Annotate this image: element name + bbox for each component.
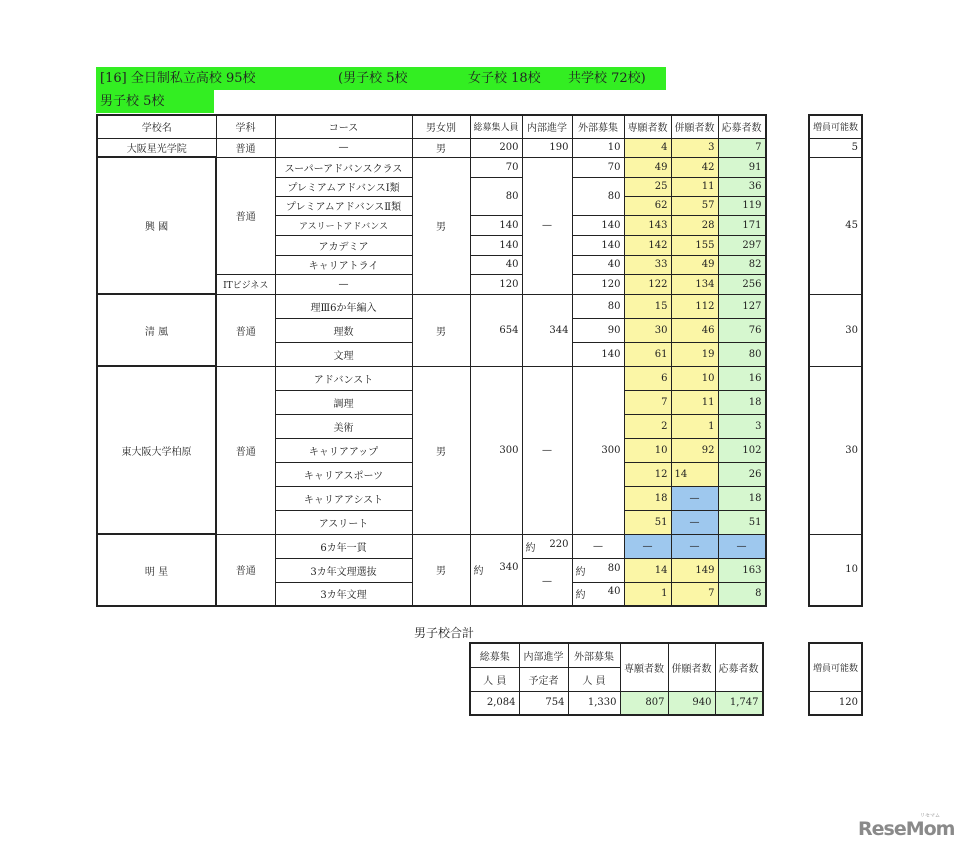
table-row [97, 294, 766, 318]
course-cell: 文理 [275, 342, 412, 366]
course-cell: キャリアアップ [275, 438, 412, 462]
external-cell: 120 [572, 274, 624, 294]
totals-external: 1,330 [568, 691, 620, 715]
applicants-cell: 127 [718, 294, 766, 318]
totals-header-exclusive: 専願者数 [620, 643, 668, 691]
course-cell: — [275, 274, 412, 294]
total-cell: 200 [470, 138, 522, 157]
combined-cell: 155 [671, 235, 718, 255]
approx-label: 約 [473, 566, 484, 578]
banner-girls: 女子校 18校 [468, 71, 541, 86]
gender-cell: 男 [412, 534, 470, 606]
course-cell: — [275, 138, 412, 157]
external-cell: 80 [572, 177, 624, 215]
total-cell: 140 [470, 235, 522, 255]
total-cell: 654 [470, 294, 522, 366]
dept-cell: 普通 [216, 534, 275, 606]
external-cell: 10 [572, 138, 624, 157]
exclusive-cell: 15 [624, 294, 671, 318]
internal-value: 220 [549, 538, 569, 550]
totals-table [469, 642, 764, 716]
course-cell: スーパーアドバンスクラス [275, 157, 412, 177]
increase-table [808, 114, 863, 607]
totals-combined: 940 [668, 691, 715, 715]
resemom-logo: ReseMom [858, 818, 955, 840]
logo-small-text: リセマム [920, 813, 940, 819]
applicants-cell: 18 [718, 486, 766, 510]
increase-cell: 30 [809, 294, 862, 366]
combined-cell: 28 [671, 215, 718, 235]
school-name: 興 國 [97, 157, 216, 294]
internal-cell: 344 [522, 294, 572, 366]
exclusive-cell: 33 [624, 255, 671, 274]
exclusive-cell: 143 [624, 215, 671, 235]
internal-cell: 190 [522, 138, 572, 157]
combined-cell: 11 [671, 390, 718, 414]
applicants-cell: 16 [718, 366, 766, 390]
course-cell: アスリートアドバンス [275, 215, 412, 235]
combined-cell: 10 [671, 366, 718, 390]
course-cell: 理数 [275, 318, 412, 342]
exclusive-cell: 30 [624, 318, 671, 342]
exclusive-cell: 10 [624, 438, 671, 462]
combined-cell: 112 [671, 294, 718, 318]
external-cell: 300 [572, 366, 624, 534]
combined-cell: 7 [671, 582, 718, 606]
increase-cell: 10 [809, 534, 862, 606]
internal-cell: — [522, 157, 572, 294]
totals-internal: 754 [519, 691, 568, 715]
table-row [97, 534, 766, 558]
applicants-cell: 80 [718, 342, 766, 366]
course-cell: 美術 [275, 414, 412, 438]
increase-cell: 30 [809, 366, 862, 534]
external-cell: 140 [572, 342, 624, 366]
external-cell: — [572, 534, 624, 558]
exclusive-cell: 51 [624, 510, 671, 534]
header-internal: 内部進学 [522, 115, 572, 138]
header-school: 学校名 [97, 115, 216, 138]
exclusive-cell: 7 [624, 390, 671, 414]
external-cell: 90 [572, 318, 624, 342]
exclusive-cell: 18 [624, 486, 671, 510]
total-cell: 40 [470, 255, 522, 274]
combined-cell: 149 [671, 558, 718, 582]
external-cell: 140 [572, 215, 624, 235]
header-course: コース [275, 115, 412, 138]
exclusive-cell: 61 [624, 342, 671, 366]
combined-cell: 134 [671, 274, 718, 294]
school-name: 大阪星光学院 [97, 138, 216, 157]
approx-label: 約 [575, 590, 586, 602]
dept-cell: ITビジネス [216, 274, 275, 294]
combined-cell: 19 [671, 342, 718, 366]
exclusive-cell: — [624, 534, 671, 558]
applicants-cell: 7 [718, 138, 766, 157]
totals-applicants: 1,747 [715, 691, 763, 715]
exclusive-cell: 25 [624, 177, 671, 196]
total-cell: 70 [470, 157, 522, 177]
total-cell: 120 [470, 274, 522, 294]
gender-cell: 男 [412, 138, 470, 157]
table-row [97, 138, 766, 157]
header-applicants: 応募者数 [718, 115, 766, 138]
internal-cell: — [522, 366, 572, 534]
school-name: 明 星 [97, 534, 216, 606]
subheading: 男子校 5校 [96, 90, 214, 113]
header-gender: 男女別 [412, 115, 470, 138]
approx-label: 約 [575, 566, 586, 578]
header-dept: 学科 [216, 115, 275, 138]
total-cell: 80 [470, 177, 522, 215]
gender-cell: 男 [412, 366, 470, 534]
course-cell: プレミアムアドバンスⅠ類 [275, 177, 412, 196]
totals-exclusive: 807 [620, 691, 668, 715]
totals-header-internal: 内部進学 [519, 643, 568, 667]
external-cell: 40 [572, 255, 624, 274]
exclusive-cell: 122 [624, 274, 671, 294]
totals-header-external: 外部募集 [568, 643, 620, 667]
internal-cell: — [522, 558, 572, 606]
combined-cell: 57 [671, 196, 718, 215]
exclusive-cell: 62 [624, 196, 671, 215]
total-value: 340 [499, 562, 519, 574]
course-cell: キャリアスポーツ [275, 462, 412, 486]
totals-title: 男子校合計 [414, 626, 475, 640]
table-row [97, 366, 766, 390]
combined-cell: 14 [671, 462, 718, 486]
gender-cell: 男 [412, 294, 470, 366]
totals-header-total: 総募集 [470, 643, 519, 667]
external-cell: 140 [572, 235, 624, 255]
external-cell: 70 [572, 157, 624, 177]
banner-title: [16] 全日制私立高校 95校 [100, 71, 256, 86]
course-cell: 理Ⅲ6か年編入 [275, 294, 412, 318]
applicants-cell: 163 [718, 558, 766, 582]
totals-increase-table [808, 642, 863, 716]
combined-cell: 92 [671, 438, 718, 462]
total-cell: 300 [470, 366, 522, 534]
section-banner [96, 67, 666, 90]
applicants-cell: 26 [718, 462, 766, 486]
table-row [97, 157, 766, 177]
increase-cell: 45 [809, 157, 862, 294]
applicants-cell: 8 [718, 582, 766, 606]
dept-cell: 普通 [216, 294, 275, 366]
totals-header-external-sub: 人 員 [568, 667, 620, 691]
totals-increase: 120 [809, 691, 862, 715]
header-external: 外部募集 [572, 115, 624, 138]
course-cell: アスリート [275, 510, 412, 534]
approx-label: 約 [525, 542, 536, 554]
totals-header-combined: 併願者数 [668, 643, 715, 691]
combined-cell: 11 [671, 177, 718, 196]
applicants-cell: 91 [718, 157, 766, 177]
course-cell: 調理 [275, 390, 412, 414]
banner-boys: (男子校 5校 [338, 71, 408, 86]
exclusive-cell: 12 [624, 462, 671, 486]
combined-cell: 3 [671, 138, 718, 157]
exclusive-cell: 49 [624, 157, 671, 177]
combined-cell: 46 [671, 318, 718, 342]
external-cell: 80 [572, 294, 624, 318]
banner-coed: 共学校 72校) [568, 71, 646, 86]
course-cell: キャリアトライ [275, 255, 412, 274]
totals-total: 2,084 [470, 691, 519, 715]
applicants-cell: 256 [718, 274, 766, 294]
header-exclusive: 専願者数 [624, 115, 671, 138]
dept-cell: 普通 [216, 157, 275, 274]
applicants-cell: — [718, 534, 766, 558]
exclusive-cell: 2 [624, 414, 671, 438]
combined-cell: 1 [671, 414, 718, 438]
total-cell: 140 [470, 215, 522, 235]
applicants-cell: 76 [718, 318, 766, 342]
dept-cell: 普通 [216, 138, 275, 157]
external-cell [572, 582, 624, 606]
course-cell: アドバンスト [275, 366, 412, 390]
applicants-cell: 18 [718, 390, 766, 414]
course-cell: 6カ年一貫 [275, 534, 412, 558]
external-value: 80 [607, 562, 621, 574]
header-combined: 併願者数 [671, 115, 718, 138]
applicants-cell: 171 [718, 215, 766, 235]
applicants-cell: 297 [718, 235, 766, 255]
boys-schools-table [96, 114, 767, 607]
applicants-cell: 3 [718, 414, 766, 438]
external-cell [572, 558, 624, 582]
school-name: 清 風 [97, 294, 216, 366]
course-cell: 3カ年文理選抜 [275, 558, 412, 582]
applicants-cell: 51 [718, 510, 766, 534]
external-value: 40 [607, 586, 621, 598]
combined-cell: 49 [671, 255, 718, 274]
applicants-cell: 119 [718, 196, 766, 215]
exclusive-cell: 142 [624, 235, 671, 255]
course-cell: プレミアムアドバンスⅡ類 [275, 196, 412, 215]
dept-cell: 普通 [216, 366, 275, 534]
exclusive-cell: 14 [624, 558, 671, 582]
applicants-cell: 36 [718, 177, 766, 196]
course-cell: キャリアアシスト [275, 486, 412, 510]
totals-header-applicants: 応募者数 [715, 643, 763, 691]
applicants-cell: 82 [718, 255, 766, 274]
exclusive-cell: 6 [624, 366, 671, 390]
header-total-recruit: 総募集人員 [470, 115, 522, 138]
total-cell [470, 534, 522, 606]
combined-cell: — [671, 510, 718, 534]
gender-cell: 男 [412, 157, 470, 294]
exclusive-cell: 1 [624, 582, 671, 606]
combined-cell: 42 [671, 157, 718, 177]
totals-header-internal-sub: 予定者 [519, 667, 568, 691]
internal-cell [522, 534, 572, 558]
totals-header-total-sub: 人 員 [470, 667, 519, 691]
totals-header-increase: 増員可能数 [809, 643, 862, 691]
course-cell: 3カ年文理 [275, 582, 412, 606]
school-name: 東大阪大学柏原 [97, 366, 216, 534]
exclusive-cell: 4 [624, 138, 671, 157]
applicants-cell: 102 [718, 438, 766, 462]
course-cell: アカデミア [275, 235, 412, 255]
combined-cell: — [671, 486, 718, 510]
increase-cell: 5 [809, 138, 862, 157]
combined-cell: — [671, 534, 718, 558]
header-increase: 増員可能数 [809, 115, 862, 138]
